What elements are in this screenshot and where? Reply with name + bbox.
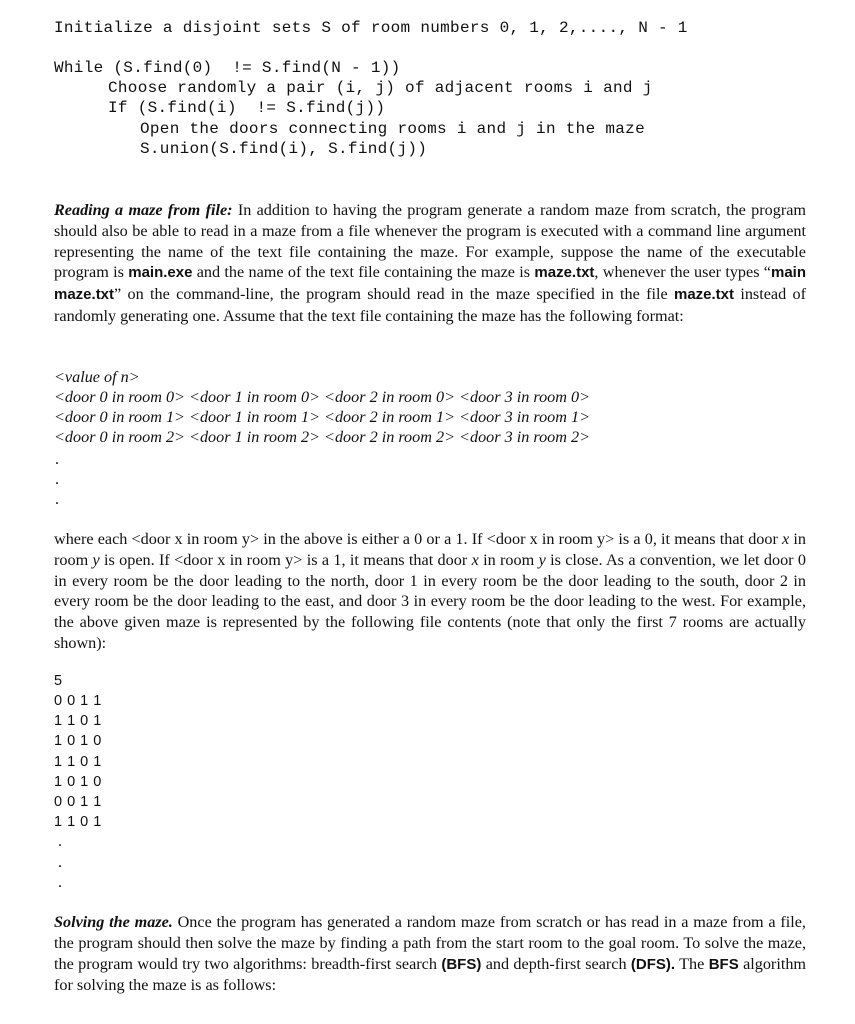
format-dot: . <box>55 451 59 468</box>
reading-heading: Reading a maze from file: <box>54 201 233 219</box>
explanation-paragraph: where each <door x in room y> in the above is either a 0 or a 1. If <door x in room y> is a 0, it means that door x in room y is open. If <door x in room y> is a 1, it means that door x in room y is close. As a convention, we let door 0 in every room be the door leading to the north, door 1 in every room be the door leading to the south, door 2 in every room be the door leading to the east, and door 3 in every room be the door leading to the west. For example, the above given maze is represented by the following file contents (note that only the first 7 rooms are actually shown): <box>54 530 807 652</box>
format-dot: . <box>55 491 59 508</box>
dfs-label: (DFS). <box>630 955 676 973</box>
pseudocode-line-2: While (S.find(0) != S.find(N - 1)) <box>54 59 401 77</box>
example-dot: . <box>58 854 62 871</box>
bfs-label: (BFS) <box>441 955 482 973</box>
solving-paragraph: Solving the maze. Once the program has generated a random maze from scratch or has read in a maze from a file, the program should then solve the maze by finding a path from the start room to the goal room. To solve the maze, the program would try two algorithms: breadth-first search (BFS) and depth-first search (DFS). The BFS algorithm for solving the maze is as follows: <box>54 913 807 995</box>
bfs-label-2: BFS <box>708 955 739 973</box>
pseudocode-line-3: Choose randomly a pair (i, j) of adjacent rooms i and j <box>108 79 653 97</box>
format-line-1: <value of n> <box>54 368 140 386</box>
example-row: 1 0 1 0 <box>54 774 102 790</box>
format-line-3: <door 0 in room 1> <door 1 in room 1> <door 2 in room 1> <door 3 in room 1> <box>54 408 591 426</box>
reading-paragraph: Reading a maze from file: In addition to having the program generate a random maze from scratch, the program should also be able to read in a maze from a file whenever the program is executed with a command line argument representing the name of the text file containing the maze. For example, suppose the name of the executable program is main.exe and the name of the text file containing the maze is maze.txt, whenever the user types “main maze.txt” on the command-line, the program should read in the maze specified in the file maze.txt instead of randomly generating one. Assume that the text file containing the maze has the following format: <box>54 201 806 325</box>
format-line-2: <door 0 in room 0> <door 1 in room 0> <door 2 in room 0> <door 3 in room 0> <box>54 388 591 406</box>
pseudocode-line-6: S.union(S.find(i), S.find(j)) <box>140 140 428 158</box>
example-n: 5 <box>54 673 63 689</box>
format-dot: . <box>55 471 59 488</box>
exe-name: main.exe <box>128 264 193 282</box>
file-name: maze.txt <box>534 264 595 282</box>
example-row: 1 1 0 1 <box>54 754 102 770</box>
solving-heading: Solving the maze. <box>54 913 173 931</box>
example-row: 0 0 1 1 <box>54 794 102 810</box>
pseudocode-line-1: Initialize a disjoint sets S of room numbers 0, 1, 2,...., N - 1 <box>54 19 688 37</box>
pseudocode-line-5: Open the doors connecting rooms i and j in the maze <box>140 120 645 138</box>
example-row: 1 0 1 0 <box>54 733 102 749</box>
command-text: main maze.txt <box>54 264 806 304</box>
example-row: 0 0 1 1 <box>54 693 102 709</box>
example-dot: . <box>58 833 62 850</box>
pseudocode-line-4: If (S.find(i) != S.find(j)) <box>108 99 386 117</box>
format-line-4: <door 0 in room 2> <door 1 in room 2> <door 2 in room 2> <door 3 in room 2> <box>54 428 591 446</box>
example-row: 1 1 0 1 <box>54 814 102 830</box>
example-dot: . <box>58 874 62 891</box>
example-row: 1 1 0 1 <box>54 713 102 729</box>
file-name-2: maze.txt <box>673 286 735 304</box>
